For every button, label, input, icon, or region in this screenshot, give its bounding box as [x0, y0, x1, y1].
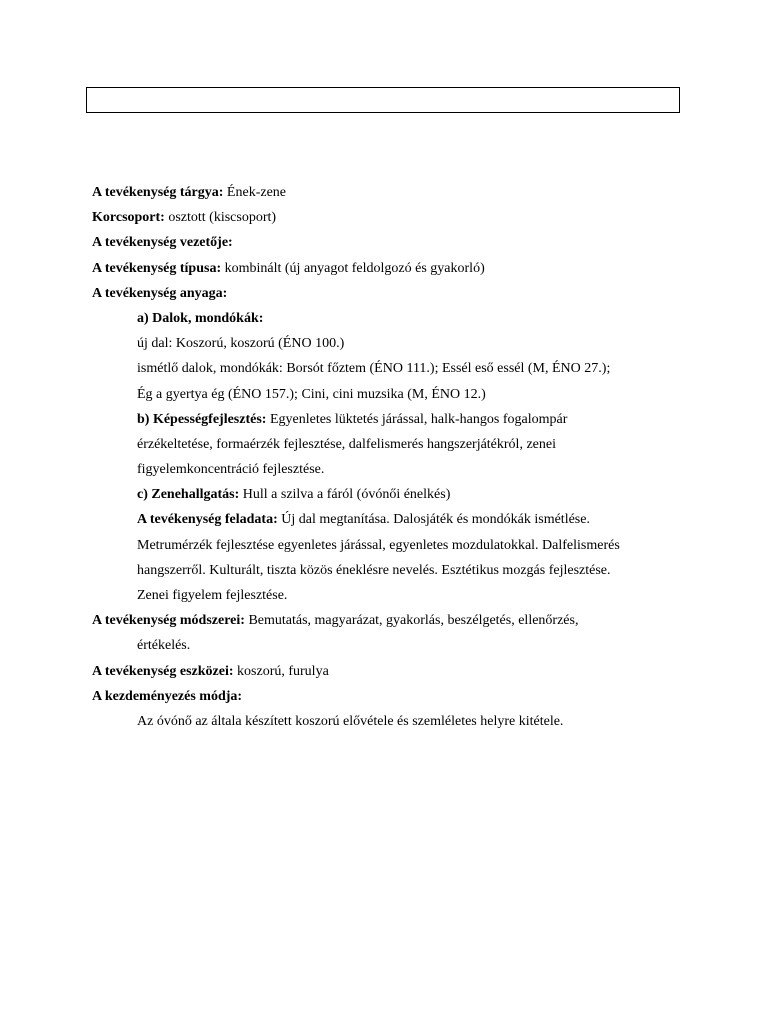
- material-label: A tevékenység anyaga:: [92, 285, 228, 301]
- initiation-label: A kezdeményezés módja:: [92, 688, 243, 704]
- methods-line-2: értékelés.: [137, 638, 191, 654]
- skills-line-1: [92, 410, 682, 435]
- skills-label: b) Képességfejlesztés:: [137, 411, 267, 427]
- subject-line: [92, 183, 682, 208]
- type-value: kombinált (új anyagot feldolgozó és gyakorló): [221, 260, 485, 276]
- subject-value: Ének-zene: [223, 185, 286, 200]
- task-line-1: [92, 510, 682, 535]
- songs-line-1: új dal: Koszorú, koszorú (ÉNO 100.): [137, 336, 345, 352]
- task-text-1: Új dal megtanítása. Dalosjáték és mondókák ismétlése.: [277, 512, 590, 528]
- leader-line: [92, 233, 682, 258]
- type-label: A tevékenység típusa:: [92, 260, 222, 276]
- task-label: A tevékenység feladata:: [137, 512, 278, 528]
- songs-line-3: Ég a gyertya ég (ÉNO 157.); Cini, cini muzsika (M, ÉNO 12.): [137, 386, 486, 402]
- songs-heading: [92, 309, 682, 334]
- leader-label: A tevékenység vezetője:: [92, 235, 233, 251]
- skills-line-2: érzékeltetése, formaérzék fejlesztése, dalfelismerés hangszerjátékról, zenei: [137, 436, 556, 452]
- initiation-heading: [92, 687, 682, 712]
- material-heading: [92, 284, 682, 309]
- methods-text-1: Bemutatás, magyarázat, gyakorlás, beszélgetés, ellenőrzés,: [244, 613, 579, 629]
- type-line: [92, 259, 682, 284]
- subject-label: A tevékenység tárgya:: [92, 185, 224, 200]
- methods-line-1: [92, 611, 682, 636]
- title-box: [86, 87, 680, 113]
- skills-text-1: Egyenletes lüktetés járással, halk-hangos fogalompár: [266, 411, 568, 427]
- listening-label: c) Zenehallgatás:: [137, 487, 240, 503]
- lesson-plan-content: [92, 183, 682, 737]
- songs-line-2: ismétlő dalok, mondókák: Borsót főztem (ÉNO 111.); Essél eső essél (M, ÉNO 27.);: [137, 361, 611, 377]
- age-group-label: Korcsoport:: [92, 210, 165, 226]
- tools-line: [92, 662, 682, 687]
- tools-value: koszorú, furulya: [233, 663, 329, 679]
- listening-line: [92, 485, 682, 510]
- task-line-4: Zenei figyelem fejlesztése.: [137, 588, 288, 603]
- task-line-3: hangszerről. Kulturált, tiszta közös éneklésre nevelés. Esztétikus mozgás fejlesztése.: [137, 562, 611, 578]
- task-line-2: Metrumérzék fejlesztése egyenletes járással, egyenletes mozdulatokkal. Dalfelismerés: [137, 537, 620, 553]
- skills-line-3: figyelemkoncentráció fejlesztése.: [137, 462, 325, 478]
- age-group-value: osztott (kiscsoport): [164, 210, 277, 226]
- age-group-line: [92, 208, 682, 233]
- songs-label: a) Dalok, mondókák:: [137, 310, 264, 326]
- listening-text: Hull a szilva a fáról (óvónői énelkés): [239, 487, 451, 503]
- tools-label: A tevékenység eszközei:: [92, 663, 234, 679]
- methods-label: A tevékenység módszerei:: [92, 613, 245, 629]
- initiation-line-1: Az óvónő az általa készített koszorú elővétele és szemléletes helyre kitétele.: [137, 713, 564, 729]
